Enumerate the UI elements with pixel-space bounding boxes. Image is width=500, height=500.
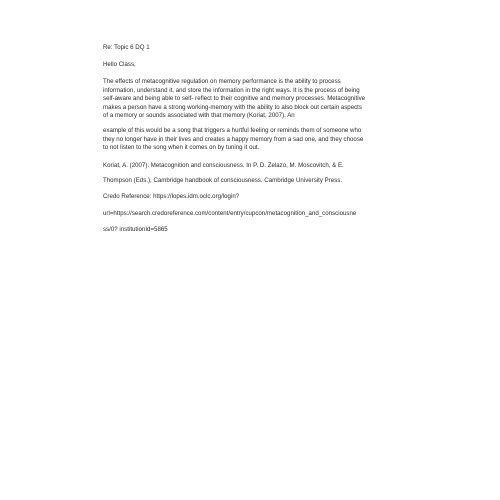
- reference-citation-line: Koriat, A. (2007). Metacognition and consciousness. In P. D. Zelazo, M. Moscovitch, & E.: [103, 161, 344, 169]
- reference-url-line: ss/0? institutionId=5865: [103, 226, 168, 234]
- paragraph-1: [103, 78, 403, 120]
- paragraph-2: [103, 127, 403, 152]
- paragraph-1-line: The effects of metacognitive regulation on memory performance is the ability to process: [103, 78, 341, 86]
- paragraph-1-line: information, understand it, and store the information in the right ways. It is the process of being: [103, 86, 360, 94]
- paragraph-2-line: to not listen to the song when it comes on by tuning it out.: [103, 144, 260, 152]
- reference-url-line: url=https://search.credoreference.com/content/entry/cupcon/metacognition_and_consciousne: [103, 209, 357, 217]
- reference-citation-line: Thompson (Eds.), Cambridge handbook of consciousness. Cambridge University Press.: [103, 177, 343, 185]
- paragraph-1-line: of a memory or sounds associated with that memory (Koriat, 2007). An: [103, 111, 295, 119]
- paragraph-2-line: they no longer have in their lives and creates a happy memory from a sad one, and they choose: [103, 135, 364, 143]
- paragraph-2-line: example of this would be a song that triggers a hurtful feeling or reminds them of someone who: [103, 127, 362, 135]
- reference-source-line: Credo Reference: https://lopes.idm.oclc.org/login?: [103, 193, 240, 201]
- greeting: Hello Class,: [103, 61, 136, 69]
- post-title: Re: Topic 6 DQ 1: [103, 44, 150, 51]
- paragraph-1-line: makes a person have a strong working-memory with the ability to also block out certain aspects: [103, 103, 362, 111]
- document-body: [103, 44, 403, 235]
- paragraph-1-line: self-aware and being able to self- reflect to their cognitive and memory processes. Metacognitive: [103, 95, 366, 103]
